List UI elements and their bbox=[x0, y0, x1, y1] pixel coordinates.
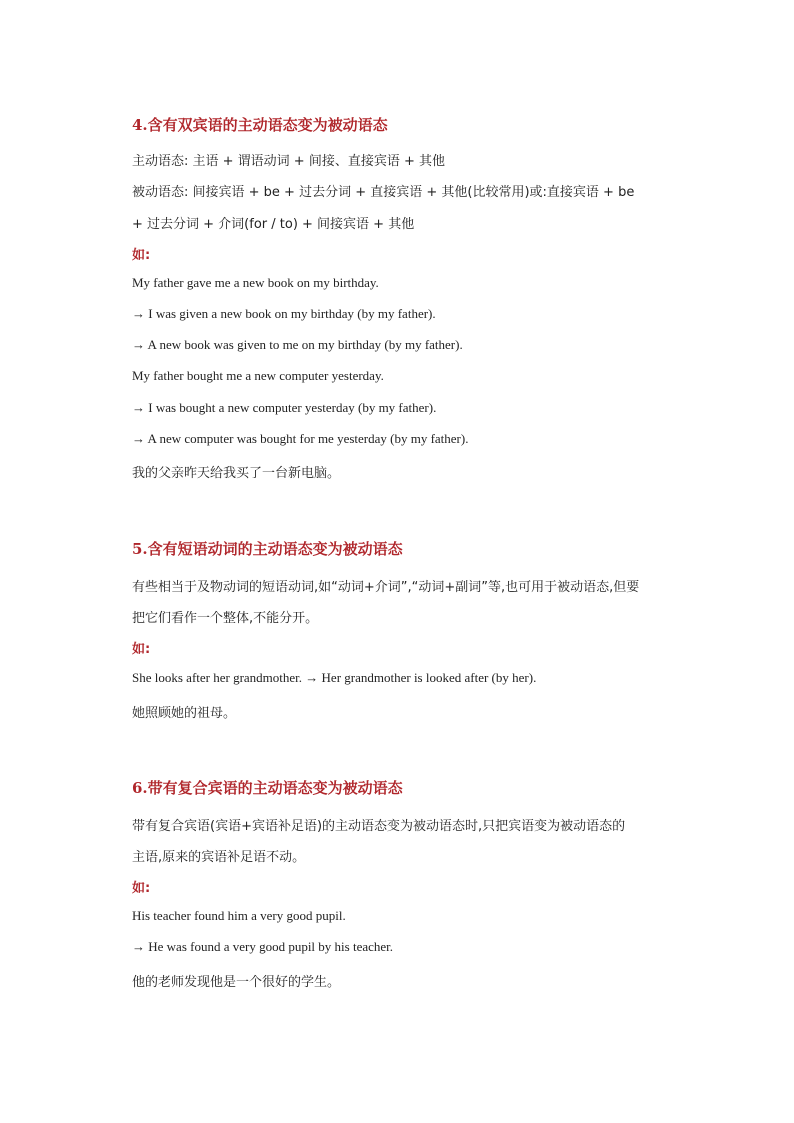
section-5-example: She looks after her grandmother. → Her grandmother is looked after (by her). bbox=[132, 670, 537, 685]
section-5-desc-2: 把它们看作一个整体,不能分开。 bbox=[132, 611, 319, 626]
section-4-example-label: 如: bbox=[132, 248, 151, 263]
section-6-example-label: 如: bbox=[132, 881, 151, 896]
section-6-translation: 他的老师发现他是一个很好的学生。 bbox=[132, 975, 341, 990]
section-4-active-rule: 主动语态: 主语 + 谓语动词 + 间接、直接宾语 + 其他 bbox=[132, 154, 445, 169]
section-4-title: 4.含有双宾语的主动语态变为被动语态 bbox=[132, 116, 388, 134]
section-4-passive-rule-2: + 过去分词 + 介词(for / to) + 间接宾语 + 其他 bbox=[132, 217, 415, 232]
section-5-translation: 她照顾她的祖母。 bbox=[132, 706, 237, 721]
section-6-example-1: His teacher found him a very good pupil. bbox=[132, 908, 346, 923]
section-4-example-5: → I was bought a new computer yesterday (by my father). bbox=[132, 400, 437, 415]
section-4-translation: 我的父亲昨天给我买了一台新电脑。 bbox=[132, 466, 341, 481]
section-5-desc-1: 有些相当于及物动词的短语动词,如“动词+介词”,“动词+副词”等,也可用于被动语态,但要 bbox=[132, 580, 640, 595]
section-4-example-3: → A new book was given to me on my birthday (by my father). bbox=[132, 337, 463, 352]
section-4-example-4: My father bought me a new computer yesterday. bbox=[132, 368, 384, 383]
section-5-title: 5.含有短语动词的主动语态变为被动语态 bbox=[132, 540, 403, 558]
section-4-passive-rule-1: 被动语态: 间接宾语 + be + 过去分词 + 直接宾语 + 其他(比较常用)或:直接宾语 + be bbox=[132, 185, 635, 200]
section-6-title: 6.带有复合宾语的主动语态变为被动语态 bbox=[132, 779, 403, 797]
section-6-desc-2: 主语,原来的宾语补足语不动。 bbox=[132, 850, 306, 865]
section-4-example-2: → I was given a new book on my birthday (by my father). bbox=[132, 306, 436, 321]
section-4-example-1: My father gave me a new book on my birthday. bbox=[132, 275, 379, 290]
section-5-example-label: 如: bbox=[132, 642, 151, 657]
section-6-desc-1: 带有复合宾语(宾语+宾语补足语)的主动语态变为被动语态时,只把宾语变为被动语态的 bbox=[132, 819, 626, 834]
section-4-example-6: → A new computer was bought for me yesterday (by my father). bbox=[132, 431, 469, 446]
section-6-example-2: → He was found a very good pupil by his teacher. bbox=[132, 939, 394, 954]
